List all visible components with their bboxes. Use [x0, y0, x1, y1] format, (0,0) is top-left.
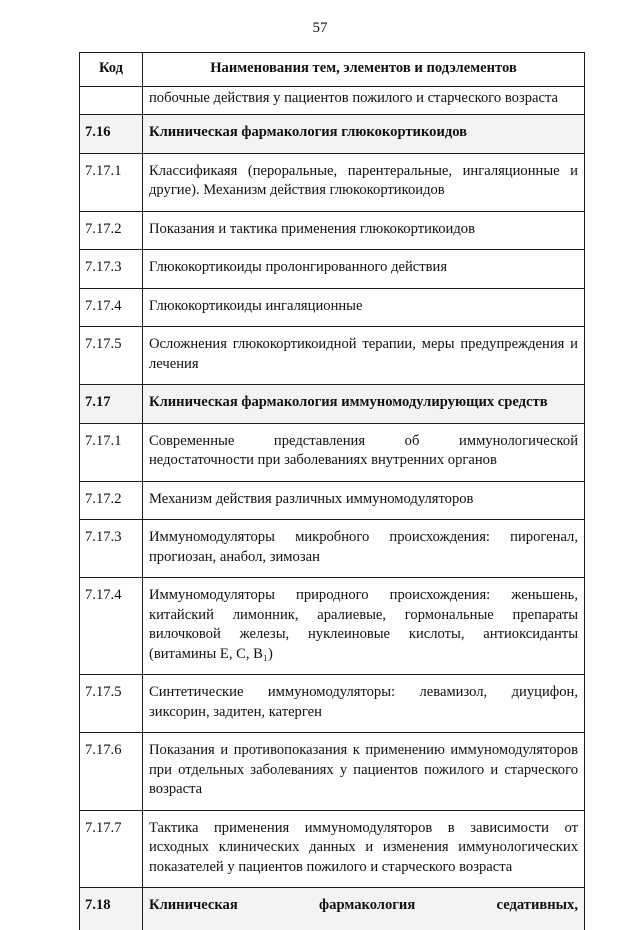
table-row: [80, 481, 585, 520]
row-name: Классификаяя (пероральные, парентеральные, ингаляционные и другие). Механизм действия глюкокортикоидов: [143, 153, 585, 211]
row-name: Глюкокортикоиды пролонгированного действия: [143, 250, 585, 289]
table-row: [80, 423, 585, 481]
row-name: Клиническая фармакология иммуномодулирующих средств: [143, 385, 585, 424]
table-row: [80, 810, 585, 888]
row-code: 7.17.2: [80, 211, 143, 250]
topics-table: [79, 52, 585, 930]
section-row: [80, 888, 585, 930]
header-code: Код: [80, 53, 143, 87]
section-row: [80, 385, 585, 424]
page-number: 57: [312, 20, 328, 36]
row-name: побочные действия у пациентов пожилого и старческого возраста: [143, 86, 585, 115]
row-name: Осложнения глюкокортикоидной терапии, меры предупреждения и лечения: [143, 327, 585, 385]
section-row: [80, 115, 585, 154]
table-row: [80, 250, 585, 289]
row-name: Глюкокортикоиды ингаляционные: [143, 288, 585, 327]
row-code: 7.18: [80, 888, 143, 930]
row-name: Современные представления об иммунологической недостаточности при заболеваниях внутренних органов: [143, 423, 585, 481]
table-header-row: [80, 53, 585, 87]
row-name: Показания и тактика применения глюкокортикоидов: [143, 211, 585, 250]
row-name: Показания и противопоказания к применению иммуномодуляторов при отдельных заболеваниях у пациентов пожилого и старческого возраста: [143, 733, 585, 811]
row-name: Клиническая фармакология седативных,: [143, 888, 585, 930]
row-name: Синтетические иммуномодуляторы: левамизол, диуцифон, зиксорин, задитен, катерген: [143, 675, 585, 733]
table-row: [80, 578, 585, 675]
row-name: Иммуномодуляторы природного происхождения: женьшень, китайский лимонник, аралиевые, гормональные препараты вилочковой железы, нуклеиновые кислоты, антиоксиданты (витамины Е, С, В₁): [143, 578, 585, 675]
table-row: [80, 153, 585, 211]
row-name: Клиническая фармакология глюкокортикоидов: [143, 115, 585, 154]
row-code: 7.17.4: [80, 288, 143, 327]
row-code: 7.16: [80, 115, 143, 154]
row-code: 7.17.2: [80, 481, 143, 520]
row-code: 7.17.3: [80, 520, 143, 578]
row-code: [80, 86, 143, 115]
row-code: 7.17.1: [80, 153, 143, 211]
table-row: [80, 675, 585, 733]
row-code: 7.17.7: [80, 810, 143, 888]
row-name: Иммуномодуляторы микробного происхождения: пирогенал, прогиозан, анабол, зимозан: [143, 520, 585, 578]
table-row: [80, 86, 585, 115]
table-row: [80, 520, 585, 578]
table-row: [80, 327, 585, 385]
row-code: 7.17.1: [80, 423, 143, 481]
header-name: Наименования тем, элементов и подэлементов: [143, 53, 585, 87]
table-row: [80, 288, 585, 327]
row-name: Тактика применения иммуномодуляторов в зависимости от исходных клинических данных и изменения иммунологических показателей у пациентов пожилого и старческого возраста: [143, 810, 585, 888]
row-code: 7.17.6: [80, 733, 143, 811]
row-code: 7.17.4: [80, 578, 143, 675]
row-code: 7.17: [80, 385, 143, 424]
row-code: 7.17.3: [80, 250, 143, 289]
table-row: [80, 733, 585, 811]
row-name: Механизм действия различных иммуномодуляторов: [143, 481, 585, 520]
row-code: 7.17.5: [80, 327, 143, 385]
row-code: 7.17.5: [80, 675, 143, 733]
table-row: [80, 211, 585, 250]
